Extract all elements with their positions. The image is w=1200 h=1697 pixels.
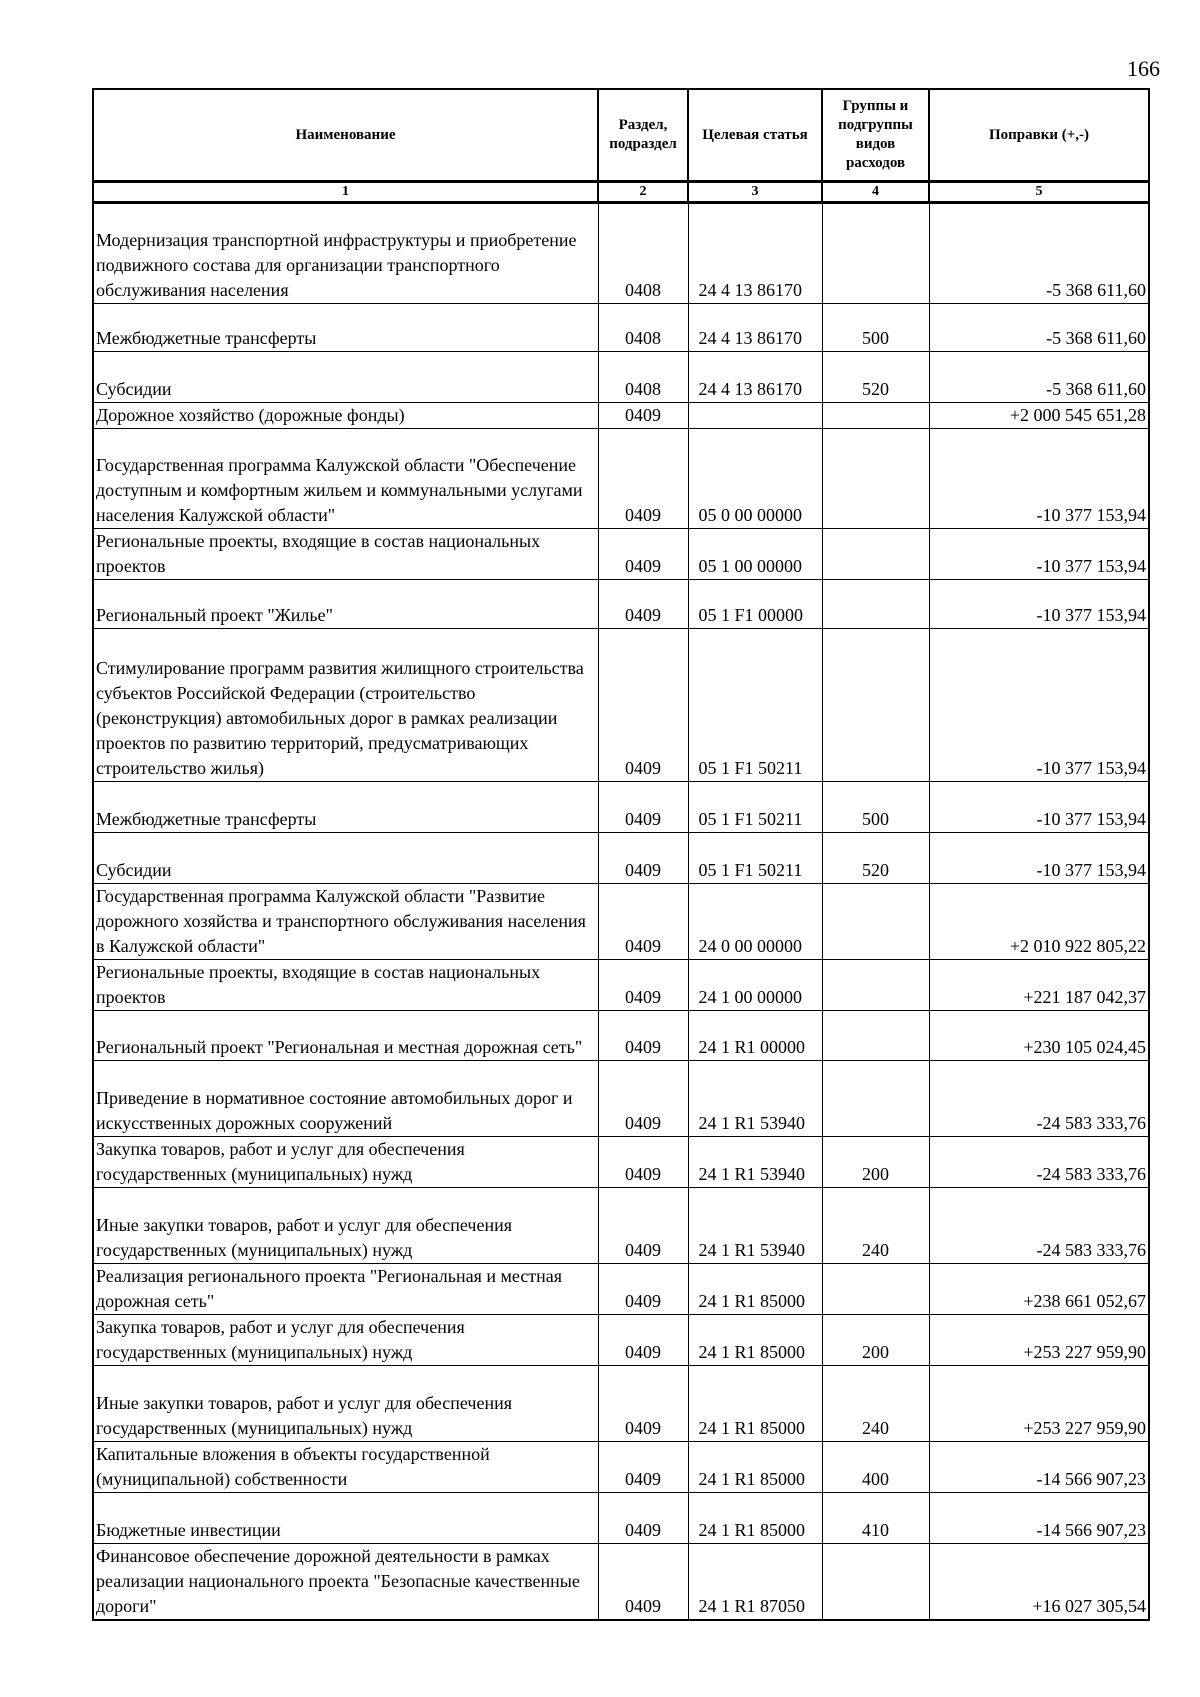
row-group: 410 (822, 1493, 929, 1544)
row-target: 05 0 00 00000 (688, 429, 822, 529)
table-row (93, 1011, 1149, 1061)
row-amount: -14 566 907,23 (929, 1442, 1149, 1493)
row-section: 0408 (598, 304, 688, 352)
row-name: Закупка товаров, работ и услуг для обеспечения государственных (муниципальных) нужд (93, 1137, 598, 1188)
row-group (822, 203, 929, 304)
table-row (93, 1315, 1149, 1366)
row-name: Государственная программа Калужской области "Развитие дорожного хозяйства и транспортного обслуживания населения в Калужской области" (93, 884, 598, 960)
table-row (93, 629, 1149, 782)
row-name: Закупка товаров, работ и услуг для обеспечения государственных (муниципальных) нужд (93, 1315, 598, 1366)
table-row (93, 429, 1149, 529)
row-section: 0409 (598, 1137, 688, 1188)
row-name: Региональные проекты, входящие в состав национальных проектов (93, 529, 598, 580)
table-body (93, 203, 1149, 1621)
row-section: 0408 (598, 352, 688, 403)
row-name: Модернизация транспортной инфраструктуры и приобретение подвижного состава для организации транспортного обслуживания населения (93, 203, 598, 304)
row-section: 0409 (598, 884, 688, 960)
row-name: Капитальные вложения в объекты государственной (муниципальной) собственности (93, 1442, 598, 1493)
table-row (93, 833, 1149, 884)
row-section: 0409 (598, 1061, 688, 1137)
table-row (93, 352, 1149, 403)
row-group: 520 (822, 833, 929, 884)
row-amount: -10 377 153,94 (929, 833, 1149, 884)
budget-amendments-table (92, 88, 1150, 1621)
row-target: 24 1 R1 85000 (688, 1264, 822, 1315)
row-target: 24 4 13 86170 (688, 203, 822, 304)
row-amount: -10 377 153,94 (929, 529, 1149, 580)
row-amount: +16 027 305,54 (929, 1544, 1149, 1621)
row-target: 24 4 13 86170 (688, 352, 822, 403)
row-amount: -24 583 333,76 (929, 1188, 1149, 1264)
row-target: 24 1 R1 87050 (688, 1544, 822, 1621)
row-section: 0409 (598, 1188, 688, 1264)
row-amount: +253 227 959,90 (929, 1366, 1149, 1442)
row-target: 05 1 F1 50211 (688, 782, 822, 833)
row-name: Региональные проекты, входящие в состав национальных проектов (93, 960, 598, 1011)
table-row (93, 1544, 1149, 1621)
table-row (93, 1493, 1149, 1544)
header-target: Целевая статья (688, 89, 822, 182)
row-amount: +238 661 052,67 (929, 1264, 1149, 1315)
row-group (822, 580, 929, 629)
row-amount: +2 010 922 805,22 (929, 884, 1149, 960)
row-name: Иные закупки товаров, работ и услуг для обеспечения государственных (муниципальных) нужд (93, 1366, 598, 1442)
row-group: 500 (822, 782, 929, 833)
row-target: 24 1 R1 53940 (688, 1061, 822, 1137)
row-target: 24 1 R1 53940 (688, 1188, 822, 1264)
row-section: 0409 (598, 1264, 688, 1315)
table-row (93, 1264, 1149, 1315)
row-name: Бюджетные инвестиции (93, 1493, 598, 1544)
row-amount: -5 368 611,60 (929, 304, 1149, 352)
row-section: 0408 (598, 203, 688, 304)
table-row (93, 1366, 1149, 1442)
row-name: Государственная программа Калужской области "Обеспечение доступным и комфортным жильем и коммунальными услугами населения Калужской области" (93, 429, 598, 529)
table-row (93, 1442, 1149, 1493)
row-section: 0409 (598, 403, 688, 429)
row-amount: -24 583 333,76 (929, 1061, 1149, 1137)
row-amount: +230 105 024,45 (929, 1011, 1149, 1061)
row-group (822, 1061, 929, 1137)
row-target: 24 1 R1 85000 (688, 1493, 822, 1544)
row-name: Реализация регионального проекта "Региональная и местная дорожная сеть" (93, 1264, 598, 1315)
table-row (93, 1188, 1149, 1264)
table-row (93, 1137, 1149, 1188)
table-row (93, 580, 1149, 629)
row-group: 240 (822, 1366, 929, 1442)
row-target: 05 1 F1 00000 (688, 580, 822, 629)
table-row (93, 203, 1149, 304)
row-group: 240 (822, 1188, 929, 1264)
row-group (822, 403, 929, 429)
row-target: 24 1 R1 53940 (688, 1137, 822, 1188)
row-name: Иные закупки товаров, работ и услуг для обеспечения государственных (муниципальных) нужд (93, 1188, 598, 1264)
row-group (822, 1264, 929, 1315)
row-target: 24 1 R1 85000 (688, 1442, 822, 1493)
row-section: 0409 (598, 1493, 688, 1544)
row-target: 24 1 R1 00000 (688, 1011, 822, 1061)
row-name: Региональный проект "Региональная и местная дорожная сеть" (93, 1011, 598, 1061)
column-numbers-row (93, 182, 1149, 203)
table-row (93, 960, 1149, 1011)
row-target: 05 1 00 00000 (688, 529, 822, 580)
column-number: 2 (598, 182, 688, 203)
row-name: Стимулирование программ развития жилищного строительства субъектов Российской Федерации (строительство (реконструкция) автомобильных дорог в рамках реализации проектов по развитию территорий, предусматривающих строительство жилья) (93, 629, 598, 782)
header-name: Наименование (93, 89, 598, 182)
row-group: 200 (822, 1137, 929, 1188)
row-group (822, 629, 929, 782)
row-amount: -10 377 153,94 (929, 629, 1149, 782)
row-group (822, 529, 929, 580)
row-target: 24 1 R1 85000 (688, 1315, 822, 1366)
row-amount: -14 566 907,23 (929, 1493, 1149, 1544)
row-section: 0409 (598, 529, 688, 580)
row-amount: +253 227 959,90 (929, 1315, 1149, 1366)
row-group: 520 (822, 352, 929, 403)
row-target (688, 403, 822, 429)
row-amount: -10 377 153,94 (929, 782, 1149, 833)
column-number: 5 (929, 182, 1149, 203)
row-amount: -5 368 611,60 (929, 352, 1149, 403)
row-target: 24 0 00 00000 (688, 884, 822, 960)
row-group (822, 1544, 929, 1621)
row-amount: -10 377 153,94 (929, 580, 1149, 629)
row-name: Приведение в нормативное состояние автомобильных дорог и искусственных дорожных сооружений (93, 1061, 598, 1137)
row-target: 05 1 F1 50211 (688, 629, 822, 782)
row-amount: -24 583 333,76 (929, 1137, 1149, 1188)
row-section: 0409 (598, 1442, 688, 1493)
row-section: 0409 (598, 1315, 688, 1366)
column-number: 4 (822, 182, 929, 203)
row-name: Финансовое обеспечение дорожной деятельности в рамках реализации национального проекта "Безопасные качественные дороги" (93, 1544, 598, 1621)
row-target: 05 1 F1 50211 (688, 833, 822, 884)
row-name: Субсидии (93, 833, 598, 884)
row-section: 0409 (598, 580, 688, 629)
header-amount: Поправки (+,-) (929, 89, 1149, 182)
page-number: 166 (1127, 56, 1160, 81)
row-amount: +2 000 545 651,28 (929, 403, 1149, 429)
row-amount: +221 187 042,37 (929, 960, 1149, 1011)
row-name: Межбюджетные трансферты (93, 782, 598, 833)
row-group: 500 (822, 304, 929, 352)
row-section: 0409 (598, 429, 688, 529)
row-section: 0409 (598, 629, 688, 782)
table-row (93, 304, 1149, 352)
row-section: 0409 (598, 1544, 688, 1621)
table-row (93, 1061, 1149, 1137)
row-target: 24 1 00 00000 (688, 960, 822, 1011)
row-target: 24 4 13 86170 (688, 304, 822, 352)
header-section: Раздел, подраздел (598, 89, 688, 182)
header-group: Группы и подгруппы видов расходов (822, 89, 929, 182)
row-name: Дорожное хозяйство (дорожные фонды) (93, 403, 598, 429)
row-section: 0409 (598, 833, 688, 884)
row-group (822, 960, 929, 1011)
row-section: 0409 (598, 782, 688, 833)
row-amount: -10 377 153,94 (929, 429, 1149, 529)
row-target: 24 1 R1 85000 (688, 1366, 822, 1442)
column-number: 1 (93, 182, 598, 203)
row-amount: -5 368 611,60 (929, 203, 1149, 304)
header-row (93, 89, 1149, 182)
table-row (93, 403, 1149, 429)
row-group (822, 1011, 929, 1061)
row-section: 0409 (598, 960, 688, 1011)
row-group: 200 (822, 1315, 929, 1366)
row-group: 400 (822, 1442, 929, 1493)
row-group (822, 429, 929, 529)
column-number: 3 (688, 182, 822, 203)
table-row (93, 529, 1149, 580)
row-section: 0409 (598, 1011, 688, 1061)
table-row (93, 884, 1149, 960)
table-row (93, 782, 1149, 833)
row-name: Межбюджетные трансферты (93, 304, 598, 352)
row-name: Региональный проект "Жилье" (93, 580, 598, 629)
row-group (822, 884, 929, 960)
row-section: 0409 (598, 1366, 688, 1442)
row-name: Субсидии (93, 352, 598, 403)
